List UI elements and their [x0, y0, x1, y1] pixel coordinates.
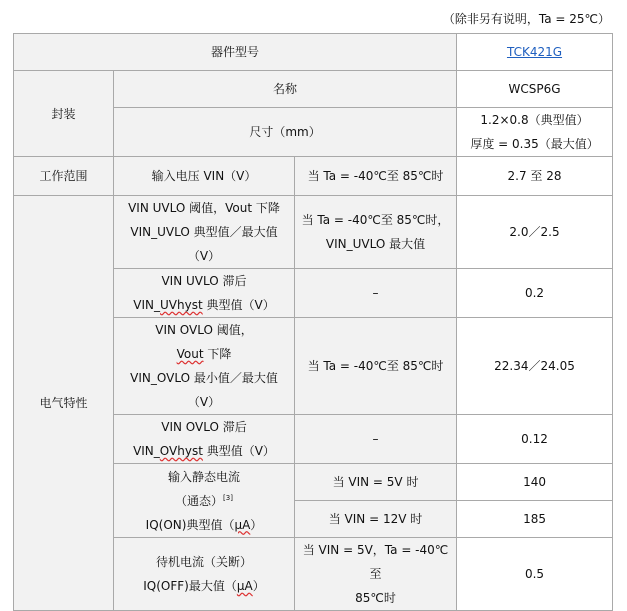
- operating-range-param: 输入电压 VIN（V）: [114, 157, 295, 196]
- spec-table: [13, 33, 613, 611]
- quiescent-12v-condition: 当 VIN = 12V 时: [295, 501, 457, 538]
- ovlo-hysteresis-condition: –: [295, 415, 457, 464]
- operating-range-row: [14, 157, 613, 196]
- size-thickness: 厚度 = 0.35（最大值）: [470, 137, 599, 151]
- operating-range-value: 2.7 至 28: [457, 157, 613, 196]
- ovlo-hysteresis-param: VIN OVLO 滞后 VIN_OVhyst 典型值（V）: [114, 415, 295, 464]
- ovlo-hysteresis-value: 0.12: [457, 415, 613, 464]
- standby-current-condition: 当 VIN = 5V，Ta = -40℃至 85℃时: [295, 538, 457, 611]
- operating-range-label: 工作范围: [14, 157, 114, 196]
- uvlo-hysteresis-value: 0.2: [457, 269, 613, 318]
- standby-current-param: 待机电流（关断） IQ(OFF)最大值（μA）: [114, 538, 295, 611]
- operating-range-condition: 当 Ta = -40℃至 85℃时: [295, 157, 457, 196]
- size-typical: 1.2×0.8（典型值）: [480, 113, 589, 127]
- package-size-value: [457, 108, 613, 157]
- electrical-label: 电气特性: [14, 196, 114, 611]
- package-name-row: [14, 71, 613, 108]
- ovlo-threshold-condition: 当 Ta = -40℃至 85℃时: [295, 318, 457, 415]
- header-row: [14, 34, 613, 71]
- footnote-ref: [3]: [223, 493, 233, 502]
- uvlo-hysteresis-param: VIN UVLO 滞后 VIN_UVhyst 典型值（V）: [114, 269, 295, 318]
- part-number-cell: [457, 34, 613, 71]
- package-name-label: 名称: [114, 71, 457, 108]
- uvlo-threshold-param: VIN UVLO 阈值，Vout 下降 VIN_UVLO 典型值／最大值（V）: [114, 196, 295, 269]
- conditions-note: （除非另有说明，Ta = 25℃）: [442, 12, 610, 26]
- ovlo-threshold-value: 22.34／24.05: [457, 318, 613, 415]
- package-label: 封装: [14, 71, 114, 157]
- quiescent-5v-value: 140: [457, 464, 613, 501]
- uvlo-threshold-condition: 当 Ta = -40℃至 85℃时， VIN_UVLO 最大值: [295, 196, 457, 269]
- part-number-link[interactable]: TCK421G: [506, 45, 563, 59]
- standby-current-value: 0.5: [457, 538, 613, 611]
- uvlo-hysteresis-condition: –: [295, 269, 457, 318]
- uvlo-threshold-value: 2.0／2.5: [457, 196, 613, 269]
- table-row: [14, 196, 613, 269]
- quiescent-5v-condition: 当 VIN = 5V 时: [295, 464, 457, 501]
- device-model-label: 器件型号: [14, 34, 457, 71]
- package-name-value: WCSP6G: [457, 71, 613, 108]
- quiescent-current-param: 输入静态电流 （通态）[3] IQ(ON)典型值（μA）: [114, 464, 295, 538]
- ovlo-threshold-param: VIN OVLO 阈值， Vout 下降 VIN_OVLO 最小值／最大值（V）: [114, 318, 295, 415]
- quiescent-12v-value: 185: [457, 501, 613, 538]
- package-size-label: 尺寸（mm）: [114, 108, 457, 157]
